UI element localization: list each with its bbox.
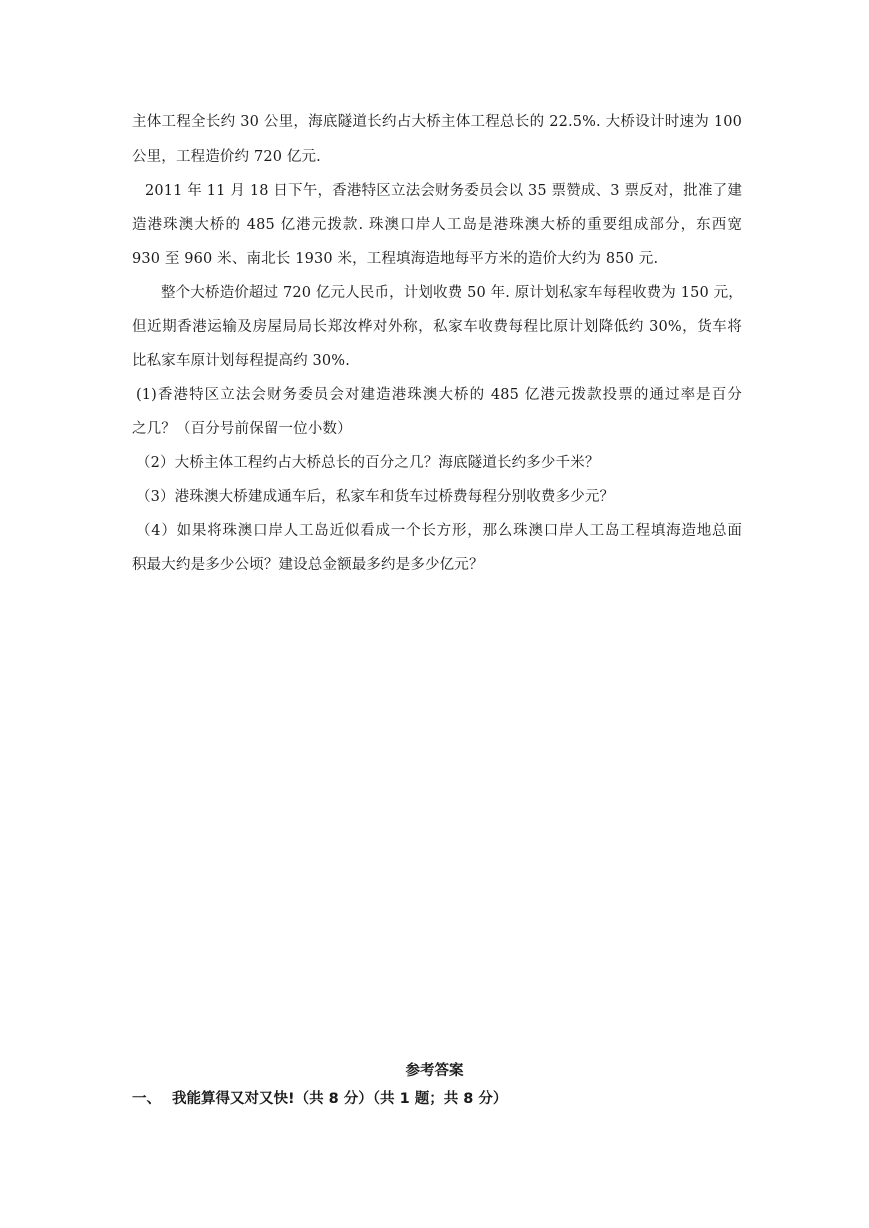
paragraph-2-line-2: 造港珠澳大桥的 485 亿港元拨款. 珠澳口岸人工岛是港珠澳大桥的重要组成部分，东西宽: [132, 217, 742, 233]
paragraph-1-line-1: 主体工程全长约 30 公里，海底隧道长约占大桥主体工程总长的 22.5%. 大桥设计时速为 100: [132, 114, 742, 130]
question-4-line-2: 积最大约是多少公顷？建设总金额最多约是多少亿元？: [132, 557, 484, 573]
paragraph-3-line-2: 但近期香港运输及房屋局局长郑汝桦对外称，私家车收费每程比原计划降低约 30%，货车将: [132, 319, 742, 335]
question-1-line-1: (1)香港特区立法会财务委员会对建造港珠澳大桥的 485 亿港元拨款投票的通过率是百分: [136, 387, 742, 403]
paragraph-2-line-3: 930 至 960 米、南北长 1930 米，工程填海造地每平方米的造价大约为 850 元.: [132, 251, 659, 267]
paragraph-1-line-2: 公里，工程造价约 720 亿元.: [132, 149, 321, 165]
section-one-heading: [132, 1089, 507, 1109]
answer-heading: 参考答案: [405, 1063, 464, 1079]
paragraph-3-line-3: 比私家车原计划每程提高约 30%.: [132, 353, 350, 369]
paragraph-3-line-1: 整个大桥造价超过 720 亿元人民币，计划收费 50 年. 原计划私家车每程收费为 150 元，: [161, 285, 743, 301]
paragraph-2-line-1: 2011 年 11 月 18 日下午，香港特区立法会财务委员会以 35 票赞成、3 票反对，批准了建: [145, 183, 742, 199]
question-4-line-1: （4）如果将珠澳口岸人工岛近似看成一个长方形，那么珠澳口岸人工岛工程填海造地总面: [136, 523, 742, 539]
question-3: （3）港珠澳大桥建成通车后，私家车和货车过桥费每程分别收费多少元？: [136, 489, 615, 505]
section-number: 一、: [132, 1091, 161, 1107]
section-title: 我能算得又对又快!（共 8 分）（共 1 题；共 8 分）: [172, 1091, 508, 1107]
question-2: （2）大桥主体工程约占大桥总长的百分之几？海底隧道长约多少千米？: [136, 455, 600, 471]
question-1-line-2: 之几？（百分号前保留一位小数）: [132, 421, 352, 437]
